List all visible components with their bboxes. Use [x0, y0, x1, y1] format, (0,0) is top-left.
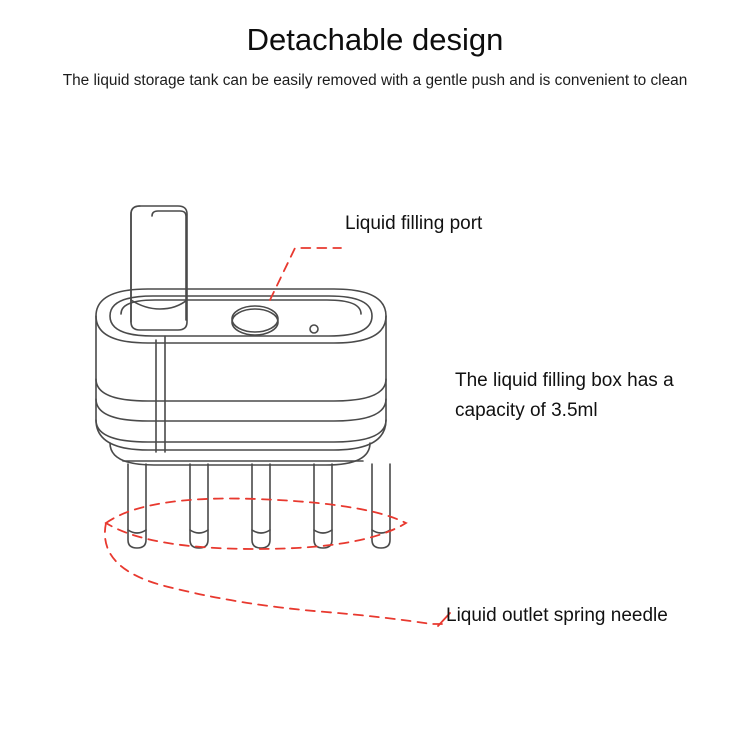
- label-liquid-outlet-spring-needle: Liquid outlet spring needle: [446, 605, 668, 626]
- callout-ellipse-needles: [106, 499, 406, 550]
- spring-needle: [190, 464, 208, 548]
- page-subtitle: The liquid storage tank can be easily removed with a gentle push and is convenient to clean: [62, 72, 688, 89]
- spring-needle: [314, 464, 332, 548]
- callout-line-filling-port: [270, 248, 341, 300]
- callout-line-needle: [105, 523, 442, 624]
- device-base: [110, 443, 370, 465]
- liquid-storage-tank-part: [131, 206, 187, 330]
- label-liquid-filling-port: Liquid filling port: [345, 213, 483, 234]
- spring-needle: [252, 464, 270, 548]
- liquid-filling-port: [232, 306, 318, 335]
- label-capacity: The liquid filling box has a capacity of 3.5ml: [455, 370, 674, 421]
- device-top-rim: [96, 289, 386, 343]
- page-title: Detachable design: [246, 22, 504, 57]
- spring-needle-group: [128, 464, 390, 548]
